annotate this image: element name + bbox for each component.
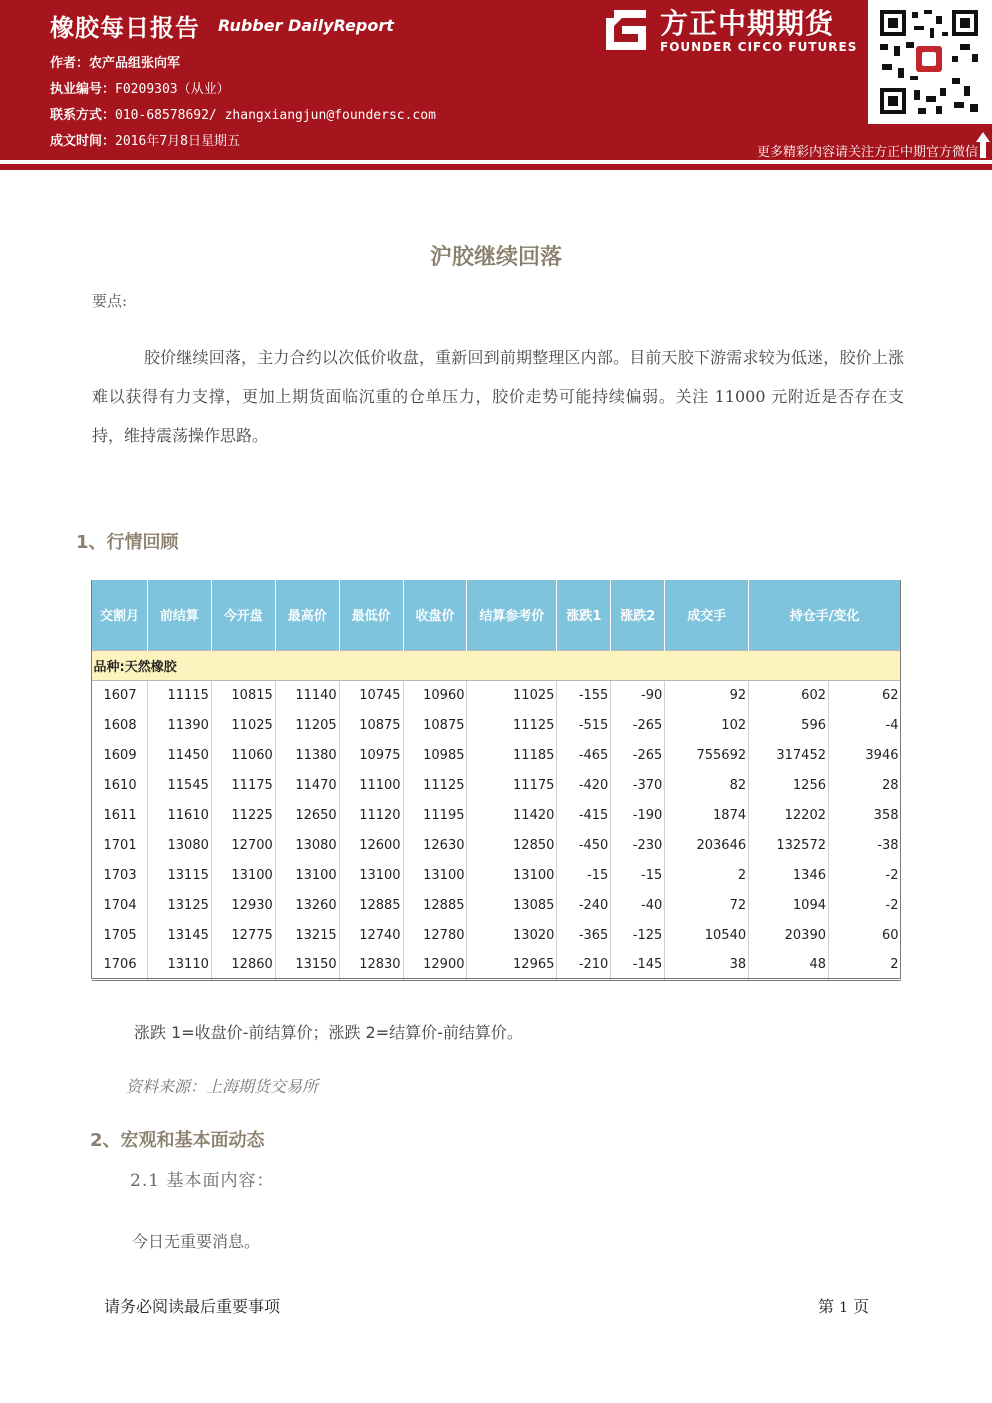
cell-change-1: -365 [557,920,611,950]
qr-code-icon [876,6,982,118]
header-open-interest: 持仓手/变化 [749,580,901,650]
cell-close: 12885 [403,890,467,920]
cell-high: 13260 [275,890,339,920]
cell-prev-settle: 13080 [147,830,211,860]
cell-low: 12600 [339,830,403,860]
date-value: 2016年7月8日星期五 [115,134,240,149]
cell-high: 11470 [275,770,339,800]
cell-volume: 92 [665,680,749,710]
cell-open: 13100 [211,860,275,890]
table-row [92,710,901,740]
cell-volume: 10540 [665,920,749,950]
date-line [50,130,240,149]
cell-close: 12630 [403,830,467,860]
cell-month: 1703 [92,860,148,890]
company-logo-icon [604,8,648,52]
keypoints-label: 要点: [92,292,128,310]
arrow-up-icon [976,132,990,158]
author-value: 农产品组张向军 [89,56,181,71]
cell-open-interest: 48 [749,950,829,980]
cell-open-interest: 602 [749,680,829,710]
variety-label: 品种:天然橡胶 [92,650,901,680]
cell-change-2: -145 [611,950,665,980]
cell-close: 12780 [403,920,467,950]
header-close: 收盘价 [403,580,467,650]
cell-change-1: -450 [557,830,611,860]
company-name-en: FOUNDER CIFCO FUTURES [660,40,858,54]
page-prefix: 第 [818,1297,835,1316]
cell-open-interest: 12202 [749,800,829,830]
cell-month: 1706 [92,950,148,980]
report-title-cn: 橡胶每日报告 [50,14,200,42]
cell-settle-ref: 12965 [467,950,557,980]
cell-open: 11225 [211,800,275,830]
cell-oi-change: 62 [881,687,899,703]
cell-close: 10875 [403,710,467,740]
table-row [92,830,901,860]
cell-oi-change: 28 [881,777,899,793]
quote-table [91,580,901,981]
cell-open-interest: 317452 [749,740,829,770]
cell-open: 11175 [211,770,275,800]
cell-change-1: -415 [557,800,611,830]
cell-prev-settle: 11545 [147,770,211,800]
report-title-en: Rubber DailyReport [218,16,394,35]
subsection-heading-fundamentals: 2.1 基本面内容： [130,1171,275,1191]
cell-open-interest: 20390 [749,920,829,950]
table-row [92,770,901,800]
cell-open: 12860 [211,950,275,980]
page-num: 1 [839,1300,849,1316]
document-title: 沪胶继续回落 [429,245,562,270]
variety-row [92,650,901,680]
cell-change-2: -125 [611,920,665,950]
cell-volume: 2 [665,860,749,890]
summary-paragraph: 胶价继续回落，主力合约以次低价收盘，重新回到前期整理区内部。目前天胶下游需求较为低迷，胶价上涨难以获得有力支撑，更加上期货面临沉重的仓单压力，胶价走势可能持续偏弱。关注 11000 元附近是否存在支持，维持震荡操作思路。 [92,348,904,445]
cell-open-interest: 596 [749,710,829,740]
cell-oi-change: 358 [873,807,899,823]
cell-open-interest: 1256 [749,770,829,800]
license-value: F0209303（从业） [115,82,230,97]
cell-month: 1704 [92,890,148,920]
table-header-row [92,580,901,650]
cell-settle-ref: 11420 [467,800,557,830]
cell-high: 11380 [275,740,339,770]
cell-close: 10985 [403,740,467,770]
contact-line [50,104,436,123]
license-line [50,78,230,97]
cell-high: 13215 [275,920,339,950]
cell-oi-change: 3946 [865,747,899,763]
cell-high: 13080 [275,830,339,860]
cell-close: 11125 [403,770,467,800]
cell-change-2: -190 [611,800,665,830]
cell-change-1: -240 [557,890,611,920]
footer-disclaimer-note: 请务必阅读最后重要事项 [104,1297,281,1316]
cell-prev-settle: 13125 [147,890,211,920]
cell-open: 12775 [211,920,275,950]
table-row [92,860,901,890]
table-row [92,890,901,920]
cell-change-2: -90 [611,680,665,710]
author-line [50,52,180,71]
cell-month: 1609 [92,740,148,770]
cell-low: 12885 [339,890,403,920]
page-number [818,1294,869,1317]
no-news-text: 今日无重要消息。 [132,1232,261,1251]
cell-oi-change: -38 [877,837,899,853]
header-open: 今开盘 [211,580,275,650]
cell-volume: 72 [665,890,749,920]
date-label: 成文时间： [50,134,116,149]
cell-low: 12740 [339,920,403,950]
cell-volume: 38 [665,950,749,980]
cell-change-1: -420 [557,770,611,800]
section-heading-macro: 2、宏观和基本面动态 [90,1130,265,1151]
table-row [92,680,901,710]
cell-low: 13100 [339,860,403,890]
cell-change-2: -15 [611,860,665,890]
cell-oi-change: 60 [881,927,899,943]
cell-open-interest: 1346 [749,860,829,890]
cell-prev-settle: 11610 [147,800,211,830]
cell-open: 10815 [211,680,275,710]
section-heading-market-review: 1、行情回顾 [76,532,179,553]
cell-oi-change: -2 [885,897,899,913]
table-row [92,740,901,770]
cell-settle-ref: 13100 [467,860,557,890]
cell-open: 11025 [211,710,275,740]
cell-open: 12700 [211,830,275,860]
cell-change-1: -515 [557,710,611,740]
cell-change-2: -370 [611,770,665,800]
data-source: 资料来源：上海期货交易所 [126,1077,319,1096]
change-definition-note: 涨跌 1=收盘价-前结算价；涨跌 2=结算价-前结算价。 [134,1023,523,1042]
cell-change-2: -265 [611,710,665,740]
header-volume: 成交手 [665,580,749,650]
cell-volume: 755692 [665,740,749,770]
cell-open: 11060 [211,740,275,770]
header-change-2: 涨跌2 [611,580,665,650]
contact-label: 联系方式： [50,108,116,123]
cell-open: 12930 [211,890,275,920]
cell-low: 11100 [339,770,403,800]
cell-prev-settle: 13110 [147,950,211,980]
cell-settle-ref: 12850 [467,830,557,860]
cell-settle-ref: 11125 [467,710,557,740]
cell-prev-settle: 11450 [147,740,211,770]
wechat-follow-note: 更多精彩内容请关注方正中期官方微信 [756,145,978,160]
header-divider [0,164,992,170]
header-low: 最低价 [339,580,403,650]
cell-change-2: -40 [611,890,665,920]
cell-low: 10975 [339,740,403,770]
cell-settle-ref: 13085 [467,890,557,920]
cell-prev-settle: 13115 [147,860,211,890]
cell-month: 1611 [92,800,148,830]
cell-low: 11120 [339,800,403,830]
cell-volume: 82 [665,770,749,800]
cell-high: 11205 [275,710,339,740]
cell-prev-settle: 11115 [147,680,211,710]
header-high: 最高价 [275,580,339,650]
cell-month: 1610 [92,770,148,800]
cell-oi-change: -4 [885,717,899,733]
cell-change-1: -15 [557,860,611,890]
license-label: 执业编号： [50,82,116,97]
page-suffix: 页 [853,1297,870,1316]
company-name-cn: 方正中期期货 [660,7,835,40]
cell-oi-change: -2 [885,867,899,883]
header-delivery-month: 交割月 [92,580,148,650]
cell-prev-settle: 13145 [147,920,211,950]
cell-high: 11140 [275,680,339,710]
cell-change-1: -155 [557,680,611,710]
contact-value: 010-68578692/ zhangxiangjun@foundersc.com [115,108,436,123]
header-prev-settle: 前结算 [147,580,211,650]
cell-volume: 1874 [665,800,749,830]
cell-change-2: -230 [611,830,665,860]
cell-close: 12900 [403,950,467,980]
header-change-1: 涨跌1 [557,580,611,650]
author-label: 作者： [50,56,90,71]
report-header [0,0,992,178]
cell-settle-ref: 13020 [467,920,557,950]
header-settle-ref: 结算参考价 [467,580,557,650]
cell-settle-ref: 11175 [467,770,557,800]
table-row [92,950,901,980]
cell-settle-ref: 11185 [467,740,557,770]
cell-close: 10960 [403,680,467,710]
cell-month: 1608 [92,710,148,740]
cell-change-1: -465 [557,740,611,770]
cell-settle-ref: 11025 [467,680,557,710]
cell-month: 1705 [92,920,148,950]
cell-open-interest: 132572 [749,830,829,860]
cell-close: 13100 [403,860,467,890]
cell-low: 10745 [339,680,403,710]
table-row [92,800,901,830]
cell-change-1: -210 [557,950,611,980]
cell-prev-settle: 11390 [147,710,211,740]
cell-volume: 203646 [665,830,749,860]
cell-low: 12830 [339,950,403,980]
cell-open-interest: 1094 [749,890,829,920]
cell-month: 1701 [92,830,148,860]
cell-volume: 102 [665,710,749,740]
cell-high: 13100 [275,860,339,890]
cell-low: 10875 [339,710,403,740]
table-row [92,920,901,950]
cell-high: 13150 [275,950,339,980]
cell-month: 1607 [92,680,148,710]
cell-oi-change: 2 [829,950,901,980]
cell-high: 12650 [275,800,339,830]
cell-change-2: -265 [611,740,665,770]
cell-close: 11195 [403,800,467,830]
